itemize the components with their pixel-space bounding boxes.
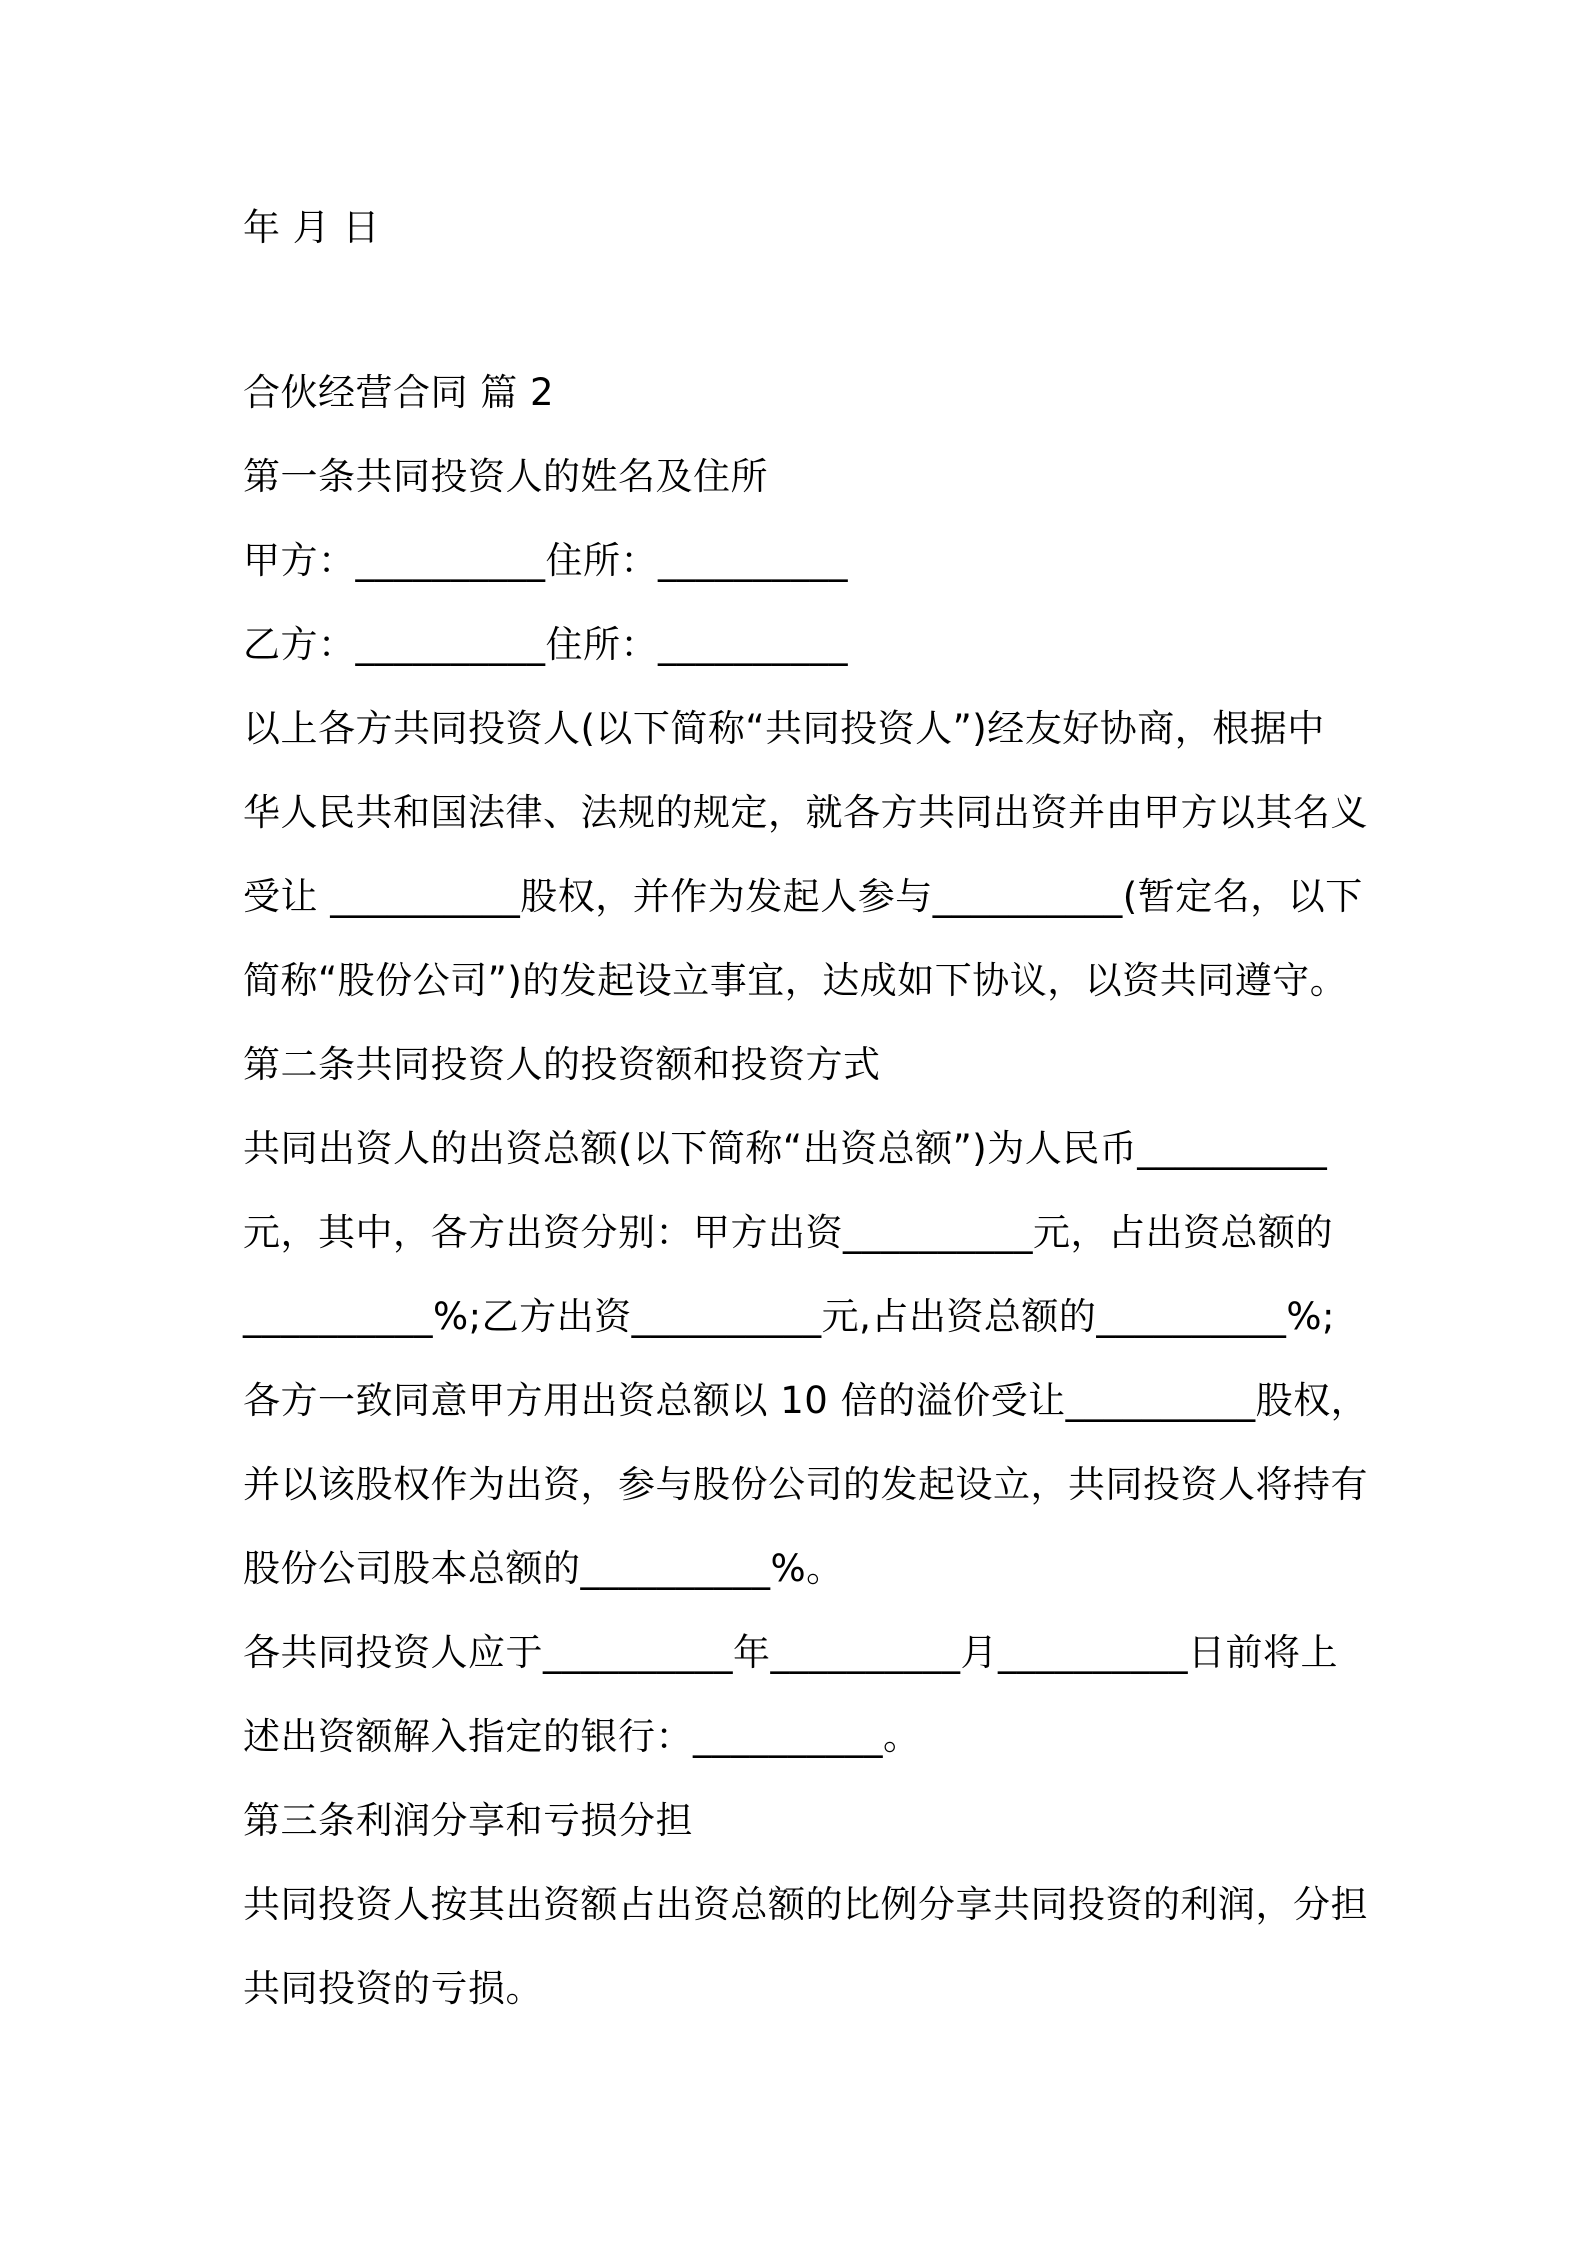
paragraph-line: 华人民共和国法律、法规的规定，就各方共同出资并由甲方以其名义 bbox=[243, 791, 1368, 834]
section-title: 合伙经营合同 篇 2 bbox=[243, 371, 555, 414]
article-3-heading: 第三条利润分享和亏损分担 bbox=[243, 1799, 693, 1842]
paragraph-line: __________%;乙方出资__________元,占出资总额的__________%; bbox=[243, 1295, 1336, 1338]
paragraph-line: 共同出资人的出资总额(以下简称“出资总额”)为人民币__________ bbox=[243, 1127, 1328, 1170]
paragraph-line: 受让 __________股权，并作为发起人参与__________(暂定名，以下 bbox=[243, 875, 1363, 918]
paragraph-line: 共同投资人按其出资额占出资总额的比例分享共同投资的利润，分担 bbox=[243, 1883, 1368, 1926]
paragraph-line: 股份公司股本总额的__________%。 bbox=[243, 1547, 844, 1590]
paragraph-line: 以上各方共同投资人(以下简称“共同投资人”)经友好协商，根据中 bbox=[243, 707, 1325, 750]
article-2-heading: 第二条共同投资人的投资额和投资方式 bbox=[243, 1043, 881, 1086]
party-b-line: 乙方：__________住所：__________ bbox=[243, 623, 848, 666]
paragraph-line: 共同投资的亏损。 bbox=[243, 1967, 543, 2010]
article-1-heading: 第一条共同投资人的姓名及住所 bbox=[243, 455, 768, 498]
paragraph-line: 元，其中，各方出资分别：甲方出资__________元，占出资总额的 bbox=[243, 1211, 1333, 1254]
date-line: 年 月 日 bbox=[243, 206, 381, 249]
paragraph-line: 各方一致同意甲方用出资总额以 10 倍的溢价受让__________股权， bbox=[243, 1379, 1369, 1422]
party-a-line: 甲方：__________住所：__________ bbox=[243, 539, 848, 582]
paragraph-line: 各共同投资人应于__________年__________月__________日前将上 bbox=[243, 1631, 1338, 1674]
paragraph-line: 并以该股权作为出资，参与股份公司的发起设立，共同投资人将持有 bbox=[243, 1463, 1368, 1506]
paragraph-line: 述出资额解入指定的银行：__________。 bbox=[243, 1715, 921, 1758]
paragraph-line: 简称“股份公司”)的发起设立事宜，达成如下协议，以资共同遵守。 bbox=[243, 959, 1348, 1002]
